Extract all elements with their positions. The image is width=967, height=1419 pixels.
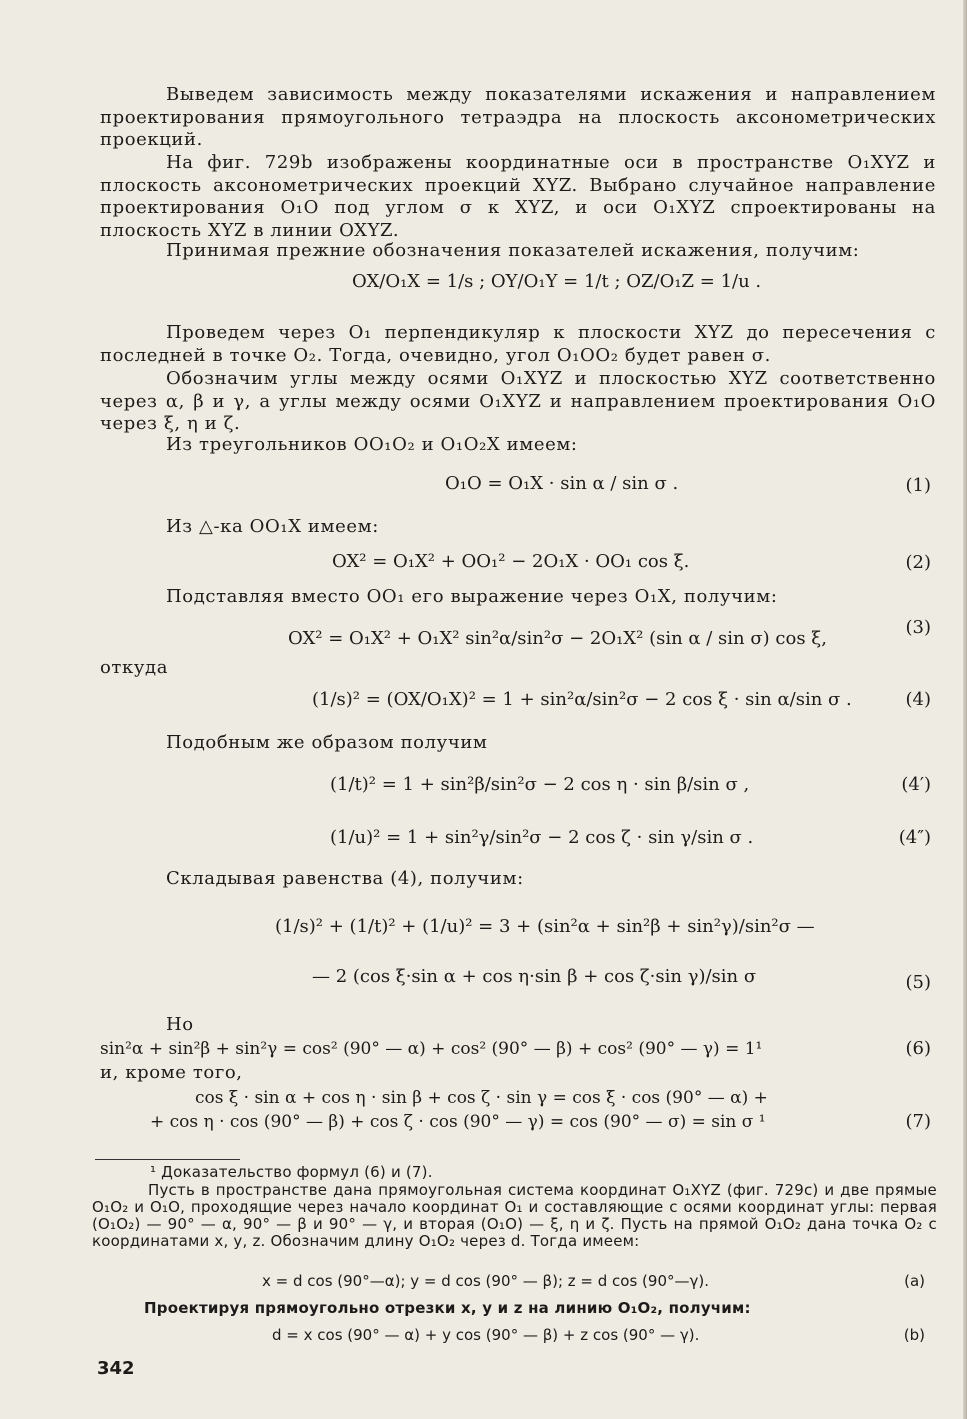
equation-7-line-1: cos ξ · sin α + cos η · sin β + cos ζ · sin γ = cos ξ · cos (90° — α) + bbox=[195, 1088, 768, 1108]
equation-7-line-2: + cos η · cos (90° — β) + cos ζ · cos (90° — γ) = cos (90° — σ) = sin σ ¹ bbox=[150, 1112, 766, 1132]
paragraph-whence: откуда bbox=[100, 657, 169, 678]
footnote-equation-b: d = x cos (90° — α) + y cos (90° — β) + z cos (90° — γ). bbox=[272, 1326, 700, 1344]
footnote-body: Пусть в пространстве дана прямоугольная система координат O₁XYZ (фиг. 729c) и две прямые O₁O₂ и O₁O, проходящие через начало координат O₁ и составляющие с осями координат углы: первая (O₁O₂) — 90° — α, 90° — β и 90° — γ, и вторая (O₁O) — ξ, η и ζ. Пусть на прямой O₁O₂ дана точка O₂ с координатами x, y, z. Обозначим длину O₁O₂ через d. Тогда имеем: bbox=[92, 1181, 937, 1250]
paragraph-triangles: Из треугольников OO₁O₂ и O₁O₂X имеем: bbox=[166, 434, 578, 455]
page-number: 342 bbox=[97, 1358, 135, 1379]
paragraph-similarly: Подобным же образом получим bbox=[166, 732, 488, 753]
equation-4-prime: (1/t)² = 1 + sin²β/sin²σ − 2 cos η · sin β/sin σ , bbox=[330, 774, 750, 795]
paragraph-intro: Выведем зависимость между показателями искажения и направлением проектирования прямоугольного тетраэдра на плоскость аксонометрических проекций. bbox=[100, 84, 936, 150]
footnote-equation-number-b: (b) bbox=[903, 1326, 925, 1344]
page-edge-shadow bbox=[963, 0, 967, 1419]
equation-2: OX² = O₁X² + OO₁² − 2O₁X · OO₁ cos ξ. bbox=[332, 551, 690, 572]
equation-number-7: (7) bbox=[905, 1111, 931, 1132]
equation-ratios: OX/O₁X = 1/s ; OY/O₁Y = 1/t ; OZ/O₁Z = 1/u . bbox=[352, 271, 762, 292]
paragraph-moreover: и, кроме того, bbox=[100, 1062, 243, 1083]
footnote-projection: Проектируя прямоугольно отрезки x, y и z на линию O₁O₂, получим: bbox=[144, 1299, 751, 1317]
paragraph-figure: На фиг. 729b изображены координатные оси в пространстве O₁XYZ и плоскость аксонометрических проекций XYZ. Выбрано случайное направление проектирования O₁O под углом σ к XYZ, и оси O₁XYZ спроектированы на плоскость XYZ в линии OXYZ. bbox=[100, 152, 936, 241]
paragraph-adding: Складывая равенства (4), получим: bbox=[166, 868, 524, 889]
equation-6: sin²α + sin²β + sin²γ = cos² (90° — α) + cos² (90° — β) + cos² (90° — γ) = 1¹ bbox=[100, 1039, 763, 1059]
paragraph-perpendicular: Проведем через O₁ перпендикуляр к плоскости XYZ до пересечения с последней в точке O₂. Тогда, очевидно, угол O₁OO₂ будет равен σ. bbox=[100, 322, 936, 366]
equation-number-4-prime: (4′) bbox=[901, 774, 931, 795]
paragraph-notation: Принимая прежние обозначения показателей искажения, получим: bbox=[166, 240, 860, 261]
equation-number-3: (3) bbox=[905, 617, 931, 638]
footnote-equation-number-a: (a) bbox=[904, 1272, 925, 1290]
equation-3: OX² = O₁X² + O₁X² sin²α/sin²σ − 2O₁X² (sin α / sin σ) cos ξ, bbox=[288, 628, 827, 649]
equation-number-5: (5) bbox=[905, 972, 931, 993]
footnote-equation-a: x = d cos (90°—α); y = d cos (90° — β); z = d cos (90°—γ). bbox=[262, 1272, 709, 1290]
equation-number-1: (1) bbox=[905, 475, 931, 496]
equation-4: (1/s)² = (OX/O₁X)² = 1 + sin²α/sin²σ − 2 cos ξ · sin α/sin σ . bbox=[312, 689, 852, 710]
paragraph-substitute: Подставляя вместо OO₁ его выражение через O₁X, получим: bbox=[166, 586, 778, 607]
paragraph-angles: Обозначим углы между осями O₁XYZ и плоскостью XYZ соответственно через α, β и γ, а углы между осями O₁XYZ и направлением проектирования O₁O через ξ, η и ζ. bbox=[100, 368, 936, 434]
equation-number-4: (4) bbox=[905, 689, 931, 710]
equation-number-4-double-prime: (4″) bbox=[898, 827, 931, 848]
equation-number-2: (2) bbox=[905, 552, 931, 573]
equation-4-double-prime: (1/u)² = 1 + sin²γ/sin²σ − 2 cos ζ · sin γ/sin σ . bbox=[330, 827, 754, 848]
footnote-divider bbox=[95, 1159, 240, 1160]
paragraph-triangle-oo1x: Из △-ка OO₁X имеем: bbox=[166, 516, 379, 537]
equation-5-line-2: — 2 (cos ξ·sin α + cos η·sin β + cos ζ·sin γ)/sin σ bbox=[312, 966, 757, 987]
equation-number-6: (6) bbox=[905, 1038, 931, 1059]
paragraph-but: Но bbox=[166, 1014, 194, 1035]
footnote-title: ¹ Доказательство формул (6) и (7). bbox=[150, 1163, 433, 1181]
equation-1: O₁O = O₁X · sin α / sin σ . bbox=[445, 473, 679, 494]
equation-5-line-1: (1/s)² + (1/t)² + (1/u)² = 3 + (sin²α + sin²β + sin²γ)/sin²σ — bbox=[275, 916, 815, 937]
